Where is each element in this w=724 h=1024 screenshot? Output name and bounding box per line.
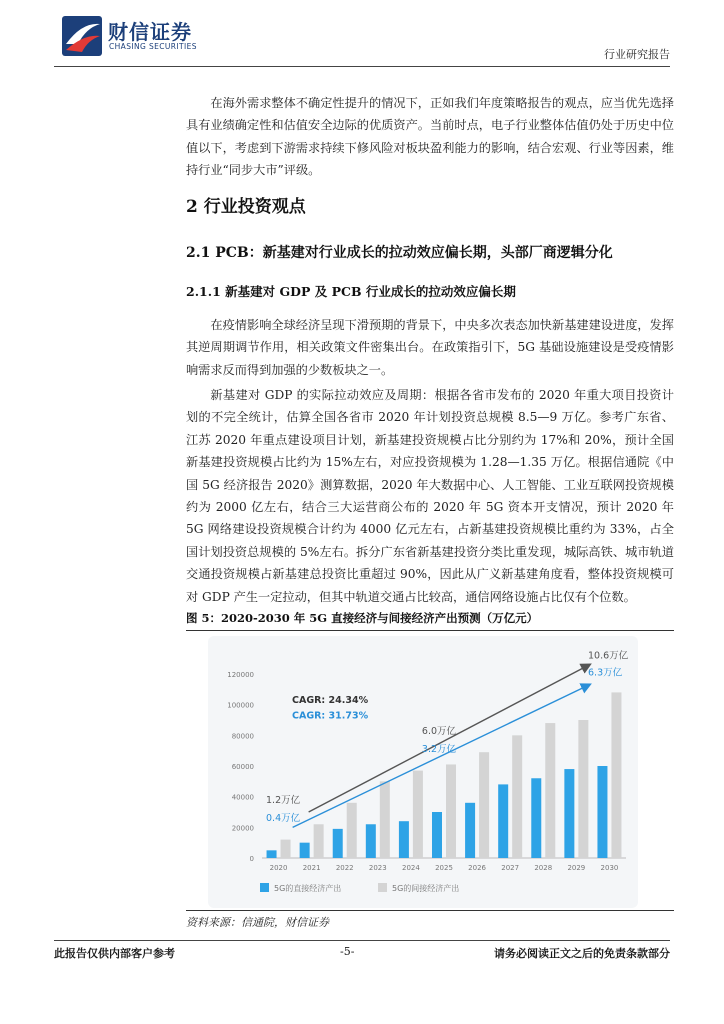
- bar-indirect-output: [380, 781, 390, 858]
- y-tick-label: 80000: [231, 732, 254, 741]
- bar-indirect-output: [413, 771, 423, 858]
- logo-mark-icon: [60, 14, 104, 58]
- y-tick-label: 100000: [227, 701, 254, 710]
- start-indirect-label: 1.2万亿: [266, 794, 301, 806]
- bar-direct-output: [531, 778, 541, 858]
- footer-divider: [54, 940, 670, 941]
- x-tick-label: 2022: [335, 864, 354, 872]
- y-tick-label: 40000: [231, 793, 254, 802]
- x-tick-label: 2030: [600, 864, 619, 872]
- footer-disclaimer-left: 此报告仅供内部客户参考: [54, 947, 175, 960]
- y-tick-label: 120000: [227, 671, 254, 679]
- x-tick-label: 2021: [302, 864, 321, 872]
- legend-swatch-indirect: [378, 883, 387, 892]
- x-tick-label: 2023: [368, 864, 387, 872]
- bar-direct-output: [564, 769, 574, 858]
- x-tick-label: 2025: [435, 864, 453, 872]
- subsection-heading: 2.1 PCB：新基建对行业成长的拉动效应偏长期，头部厂商逻辑分化: [186, 245, 613, 261]
- y-tick-label: 0: [249, 855, 254, 863]
- bar-direct-output: [333, 829, 343, 858]
- paragraph-2: 新基建对 GDP 的实际拉动效应及周期：根据各省市发布的 2020 年重大项目投资计划的不完全统计，估算全国各省市 2020 年计划投资总规模 8.5—9 万亿。参考广东省、江苏 2020 年重点建设项目计划，新基建投资规模占比分别约为 17%和 20%，预计全国新基建投资规模占比约为 15%左右，对应投资规模为 1.28—1.35 万亿。根据信通院《中国 5G 经济报告 2020》测算数据，2020 年大数据中心、人工智能、工业互联网投资规模约为 2000 亿左右，结合三大运营商公布的 2020 年 5G 资本开支情况，预计 2020 年 5G 网络建设投资规模合计约为 4000 亿元左右，占新基建投资规模比重约为 33%，占全国计划投资总规模的 5%左右。拆分广东省新基建投资分类比重发现，城际高铁、城市轨道交通投资规模占新基建总投资比重超过 90%，因此从广义新基建角度看，整体投资规模可对 GDP 产生一定拉动，但其中轨道交通占比较高，通信网络设施占比仅有个位数。: [186, 388, 674, 604]
- source-note: 资料来源：信通院，财信证券: [186, 916, 329, 929]
- bar-chart: [208, 636, 638, 908]
- x-tick-label: 2024: [401, 864, 420, 872]
- company-logo: [60, 14, 260, 58]
- figure-title: 图 5：2020-2030 年 5G 直接经济与间接经济产出预测（万亿元）: [186, 611, 539, 625]
- x-tick-label: 2027: [501, 864, 520, 872]
- x-tick-label: 2026: [468, 864, 487, 872]
- bar-indirect-output: [314, 824, 324, 858]
- bar-direct-output: [465, 803, 475, 858]
- bar-direct-output: [498, 784, 508, 858]
- figure-top-rule: [186, 630, 674, 631]
- bar-direct-output: [300, 843, 310, 858]
- bar-indirect-output: [512, 735, 522, 858]
- mid-direct-label: 3.2万亿: [421, 744, 457, 756]
- bar-indirect-output: [545, 723, 555, 858]
- cagr-indirect-label: CAGR: 24.34%: [292, 695, 369, 707]
- bar-indirect-output: [611, 692, 621, 858]
- y-tick-label: 60000: [231, 763, 254, 771]
- mid-indirect-label: 6.0万亿: [421, 725, 457, 737]
- bar-direct-output: [267, 850, 277, 858]
- end-indirect-label: 10.6万亿: [588, 650, 629, 662]
- bar-direct-output: [432, 812, 442, 858]
- legend-label-indirect: 5G的间接经济产出: [392, 884, 460, 893]
- legend-swatch-direct: [260, 883, 269, 892]
- bar-direct-output: [597, 766, 607, 858]
- figure-bottom-rule: [186, 910, 674, 911]
- bar-indirect-output: [479, 752, 489, 858]
- bar-indirect-output: [578, 720, 588, 858]
- brand-name-en: CHASING SECURITIES: [109, 42, 197, 51]
- x-tick-label: 2020: [269, 864, 288, 872]
- bar-indirect-output: [281, 840, 291, 858]
- cagr-direct-label: CAGR: 31.73%: [292, 710, 369, 722]
- bar-direct-output: [366, 824, 376, 858]
- brand-name-cn: 财信证券: [108, 20, 192, 44]
- section-heading: 2 行业投资观点: [186, 197, 306, 217]
- intro-paragraph: 在海外需求整体不确定性提升的情况下，正如我们年度策略报告的观点，应当优先选择具有业绩确定性和估值安全边际的优质资产。当前时点，电子行业整体估值仍处于历史中位值以下，考虑到下游需求持续下修风险对板块盈利能力的影响，结合宏观、行业等因素，维持行业“同步大市”评级。: [186, 96, 674, 178]
- end-direct-label: 6.3万亿: [588, 667, 623, 679]
- y-tick-label: 20000: [231, 824, 254, 833]
- start-direct-label: 0.4万亿: [266, 813, 301, 825]
- bar-indirect-output: [446, 764, 456, 858]
- legend-label-direct: 5G的直接经济产出: [274, 884, 342, 893]
- document-type-label: 行业研究报告: [604, 48, 670, 61]
- page-number: -5-: [340, 945, 355, 958]
- bar-direct-output: [399, 821, 409, 858]
- subsubsection-heading: 2.1.1 新基建对 GDP 及 PCB 行业成长的拉动效应偏长期: [186, 284, 516, 299]
- bar-indirect-output: [347, 803, 357, 858]
- header-divider: [54, 66, 670, 67]
- footer-disclaimer-right: 请务必阅读正文之后的免责条款部分: [494, 947, 670, 960]
- x-tick-label: 2028: [534, 864, 553, 872]
- paragraph-1: 在疫情影响全球经济呈现下滑预期的背景下，中央多次表态加快新基建建设进度，发挥其逆周期调节作用，相关政策文件密集出台。在政策指引下，5G 基础设施建设是受疫情影响需求反而得到加强的少数板块之一。: [186, 318, 674, 377]
- x-tick-label: 2029: [567, 864, 586, 872]
